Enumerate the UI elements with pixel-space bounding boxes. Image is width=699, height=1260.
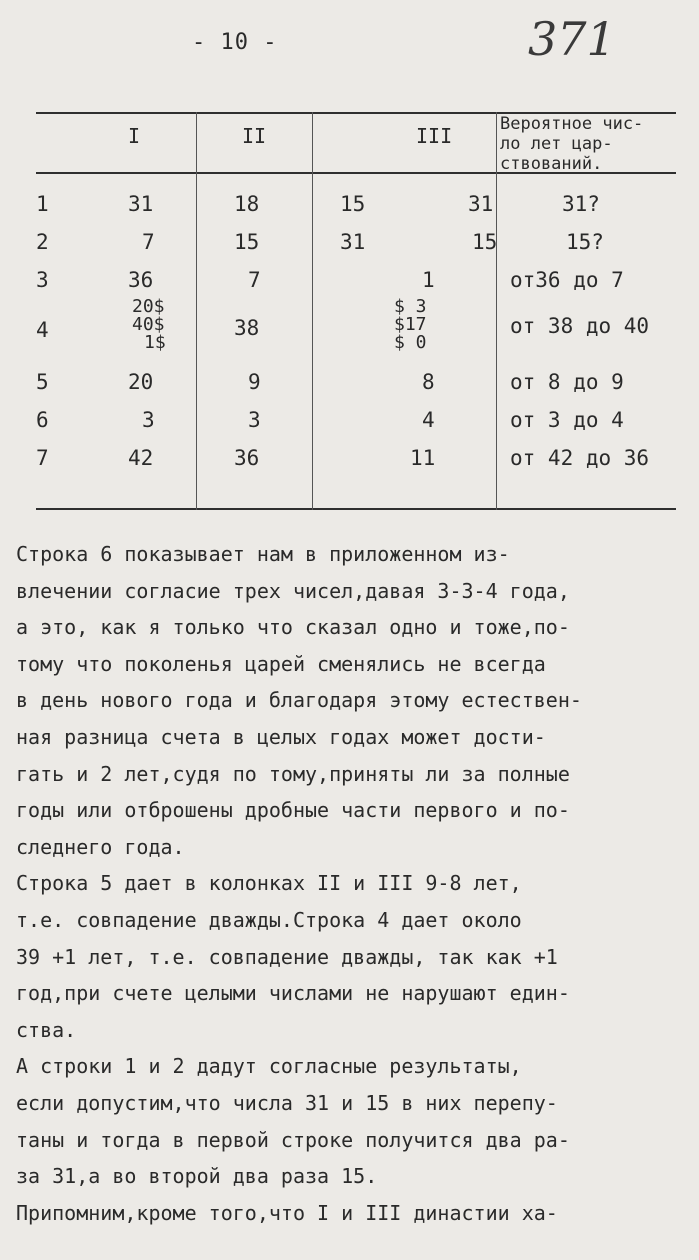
column-divider-2	[312, 112, 313, 510]
archive-number: 371	[528, 12, 616, 66]
row-6-num: 6	[36, 408, 49, 432]
row-5-col-2: 9	[248, 370, 261, 394]
header-probable-years: Вероятное чис- ло лет цар- ствований.	[500, 114, 644, 174]
row-4-col-3-value: $ 3	[394, 296, 427, 317]
column-divider-1	[196, 112, 197, 510]
row-5-num: 5	[36, 370, 49, 394]
row-3-col-2: 7	[248, 268, 261, 292]
paragraph: А строки 1 и 2 дадут согласные результаты, если допустим,что числа 31 и 15 в них перепу- таны и тогда в первой строке получится два ра- за 31,а во второй два раза 15.	[16, 1054, 570, 1189]
row-2-col-1: 7	[142, 230, 155, 254]
paragraph: Строка 6 показывает нам в приложенном из- влечении согласие трех чисел,давая 3-3-4 года, а это, как я только что сказал одно и тоже,по- тому что поколенья царей сменялись не всегда в день нового года и благодаря этому естествен- ная разница счета в целых годах может дости- гать и 2 лет,судя по тому,приняты ли за полные годы или отброшены дробные части первого и по- следнего года.	[16, 542, 582, 859]
row-4-num: 4	[36, 318, 49, 342]
row-3-col-3: 1	[422, 268, 435, 292]
row-2-col-3a: 31	[340, 230, 366, 254]
page-number: - 10 -	[192, 30, 278, 55]
header-col-1: I	[128, 124, 141, 148]
row-4-col-1-stack	[132, 298, 166, 352]
header-col-2: II	[242, 124, 267, 148]
row-7-col-1: 42	[128, 446, 154, 470]
row-4-probable: от 38 до 40	[510, 314, 650, 338]
row-3-num: 3	[36, 268, 49, 292]
row-4-col-1-value: 1$	[144, 332, 166, 353]
body-text	[16, 536, 692, 1231]
row-7-probable: от 42 до 36	[510, 446, 650, 470]
row-4-col-3-stack	[394, 298, 427, 352]
row-7-col-3: 11	[410, 446, 436, 470]
row-6-probable: от 3 до 4	[510, 408, 624, 432]
row-4-col-1-value: 20$	[132, 296, 165, 317]
row-6-col-1: 3	[142, 408, 155, 432]
row-4-col-2: 38	[234, 316, 260, 340]
paragraph: Строка 5 дает в колонках II и III 9-8 лет, т.е. совпадение дважды.Строка 4 дает около 39 +1 лет, т.е. совпадение дважды, так как +1 год,при счете целыми числами не нарушают един- ства.	[16, 871, 570, 1042]
row-6-col-3: 4	[422, 408, 435, 432]
row-5-col-3: 8	[422, 370, 435, 394]
row-1-col-1: 31	[128, 192, 154, 216]
row-2-col-2: 15	[234, 230, 260, 254]
row-1-col-3b: 31	[468, 192, 494, 216]
row-5-probable: от 8 до 9	[510, 370, 624, 394]
row-2-num: 2	[36, 230, 49, 254]
table-bottom-rule	[36, 508, 676, 510]
row-3-probable: от36 до 7	[510, 268, 624, 292]
row-4-col-3-value: $ 0	[394, 332, 427, 353]
header-col-3: III	[416, 124, 453, 148]
row-2-col-3b: 15	[472, 230, 498, 254]
row-6-col-2: 3	[248, 408, 261, 432]
row-1-num: 1	[36, 192, 49, 216]
row-4-col-3-value: $17	[394, 314, 427, 335]
row-4-col-1-value: 40$	[132, 314, 165, 335]
column-divider-3	[496, 112, 497, 510]
row-2-probable: 15?	[566, 230, 604, 254]
row-3-col-1: 36	[128, 268, 154, 292]
row-7-col-2: 36	[234, 446, 260, 470]
row-1-col-2: 18	[234, 192, 260, 216]
row-5-col-1: 20	[128, 370, 154, 394]
row-1-col-3a: 15	[340, 192, 366, 216]
paragraph: Припомним,кроме того,что I и III династии ха-	[16, 1200, 558, 1225]
reign-table	[36, 112, 676, 510]
row-1-probable: 31?	[562, 192, 600, 216]
row-7-num: 7	[36, 446, 49, 470]
